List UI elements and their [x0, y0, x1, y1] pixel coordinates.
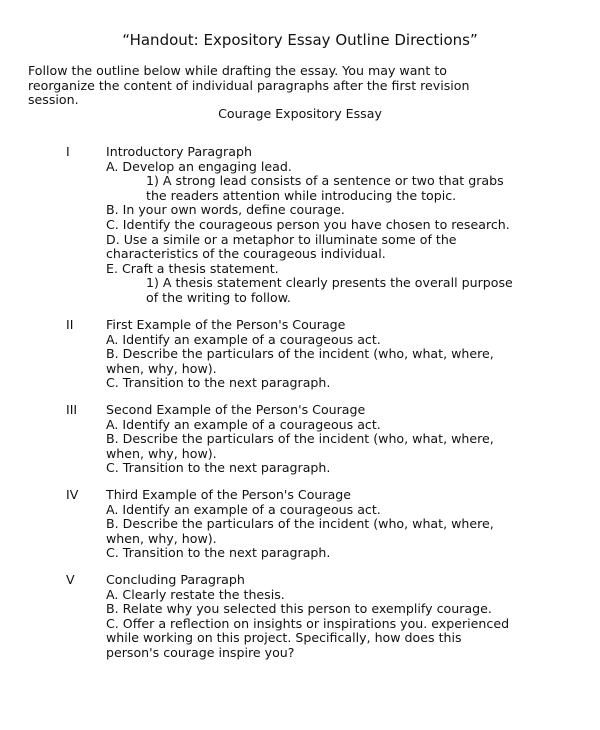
- outline-subitem: the readers attention while introducing the topic.: [146, 187, 457, 203]
- outline-item: C. Transition to the next paragraph.: [106, 545, 331, 561]
- section-numeral: IV: [66, 487, 79, 502]
- section-heading: Concluding Paragraph: [106, 572, 245, 587]
- outline-item: D. Use a simile or a metaphor to illuminate some of the: [106, 231, 457, 247]
- outline-item: A. Develop an engaging lead.: [106, 158, 292, 174]
- outline-item: B. Describe the particulars of the incident (who, what, where,: [106, 516, 494, 532]
- outline-item: A. Identify an example of a courageous act.: [106, 501, 381, 517]
- intro-line: session.: [28, 92, 79, 108]
- outline-item: E. Craft a thesis statement.: [106, 260, 279, 276]
- section-heading: Third Example of the Person's Courage: [106, 487, 352, 502]
- intro-paragraph: [28, 64, 583, 108]
- section-items: [106, 160, 586, 306]
- outline-item: C. Identify the courageous person you have chosen to research.: [106, 216, 510, 232]
- section-numeral: II: [66, 317, 74, 332]
- outline-item: while working on this project. Specifically, how does this: [106, 630, 462, 646]
- section-numeral: III: [66, 402, 78, 417]
- outline-item: C. Transition to the next paragraph.: [106, 460, 331, 476]
- outline-subitem: 1) A thesis statement clearly presents the overall purpose: [146, 275, 513, 291]
- outline-item: B. Describe the particulars of the incident (who, what, where,: [106, 346, 494, 362]
- outline-item: C. Offer a reflection on insights or inspirations you. experienced: [106, 615, 510, 631]
- outline-subitem: of the writing to follow.: [146, 289, 291, 305]
- intro-line: reorganize the content of individual paragraphs after the first revision: [28, 77, 470, 93]
- outline-item: characteristics of the courageous individual.: [106, 246, 386, 262]
- section-numeral: I: [66, 144, 70, 159]
- essay-subtitle: Courage Expository Essay: [218, 106, 382, 121]
- intro-line: Follow the outline below while drafting the essay. You may want to: [28, 63, 447, 78]
- outline-item: when, why, how).: [106, 530, 217, 546]
- section-items: [106, 333, 586, 391]
- section-items: [106, 503, 586, 561]
- outline-item: B. Relate why you selected this person to exemplify courage.: [106, 601, 492, 617]
- section-heading: Introductory Paragraph: [106, 144, 252, 159]
- outline-subitem: 1) A strong lead consists of a sentence or two that grabs: [146, 173, 504, 189]
- document-title: “Handout: Expository Essay Outline Directions”: [122, 31, 478, 49]
- section-numeral: V: [66, 572, 75, 587]
- section-items: [106, 418, 586, 476]
- outline-item: person's courage inspire you?: [106, 644, 295, 660]
- section-items: [106, 588, 586, 661]
- section-heading: Second Example of the Person's Courage: [106, 402, 366, 417]
- outline-item: C. Transition to the next paragraph.: [106, 375, 331, 391]
- outline-item: when, why, how).: [106, 360, 217, 376]
- outline-item: A. Clearly restate the thesis.: [106, 586, 285, 602]
- outline-item: B. In your own words, define courage.: [106, 202, 345, 218]
- outline-item: A. Identify an example of a courageous act.: [106, 416, 381, 432]
- outline-item: when, why, how).: [106, 445, 217, 461]
- outline-item: B. Describe the particulars of the incident (who, what, where,: [106, 431, 494, 447]
- outline-item: A. Identify an example of a courageous act.: [106, 331, 381, 347]
- section-heading: First Example of the Person's Courage: [106, 317, 346, 332]
